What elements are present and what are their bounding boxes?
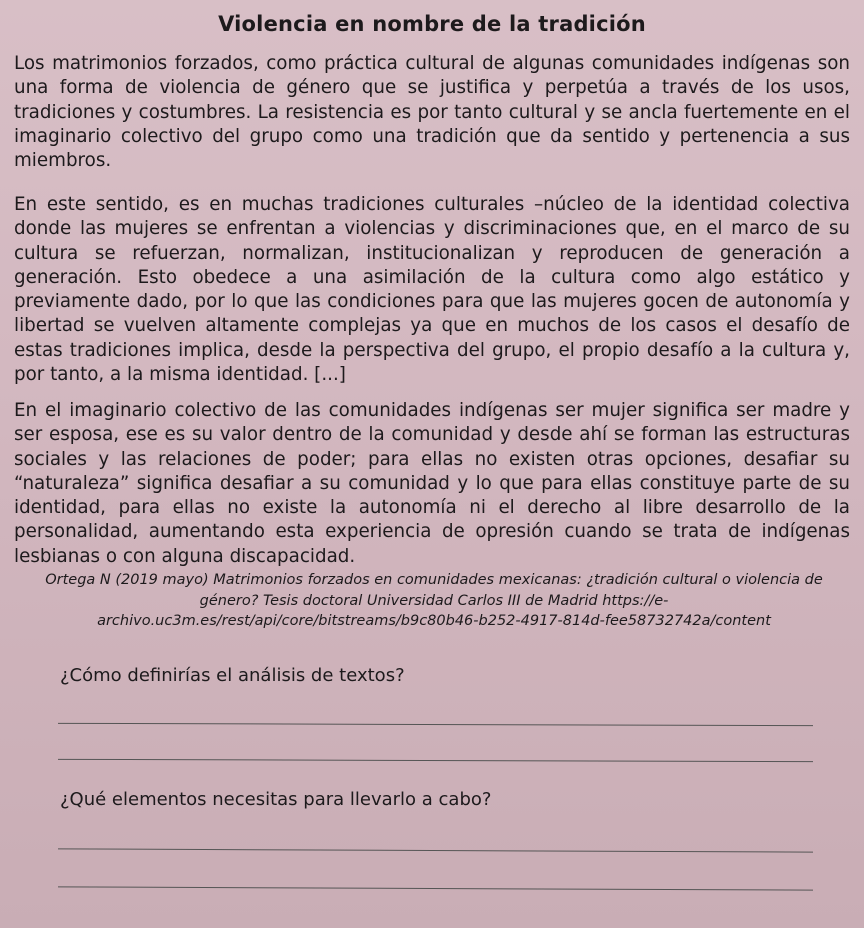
citation: Ortega N (2019 mayo) Matrimonios forzados en comunidades mexicanas: ¿tradición cultural o violencia de género? Tesis doctoral Universidad Carlos III de Madrid https://e-archivo.uc3m.es/rest/api/core/bitstreams/b9c80b46-b252-4917-814d-fee58732742a/content bbox=[45, 572, 823, 629]
answer-line-1b[interactable] bbox=[58, 759, 813, 762]
paragraph-2: En este sentido, es en muchas tradiciones culturales –núcleo de la identidad colectiva donde las mujeres se enfrentan a violencias y discriminaciones que, en el marco de su cultura se refuerzan, normalizan, institucionalizan y reproducen de generación a generación. Esto obedece a una asimilación de la cultura como algo estático y previamente dado, por lo que las condiciones para que las mujeres gocen de autonomía y libertad se vuelven altamente complejas ya que en muchos de los casos el desafío de estas tradiciones implica, desde la perspectiva del grupo, el propio desafío a la cultura y, por tanto, a la misma identidad. [...] bbox=[14, 194, 850, 386]
paragraph-1: Los matrimonios forzados, como práctica cultural de algunas comunidades indígenas son una forma de violencia de género que se justifica y perpetúa a través de los usos, tradiciones y costumbres. La resistencia es por tanto cultural y se ancla fuertemente en el imaginario colectivo del grupo como una tradición que da sentido y pertenencia a sus miembros. bbox=[14, 53, 850, 172]
question-1: ¿Cómo definirías el análisis de textos? bbox=[60, 665, 405, 686]
answer-line-1a[interactable] bbox=[58, 723, 813, 726]
answer-line-2a[interactable] bbox=[58, 848, 813, 852]
question-2: ¿Qué elementos necesitas para llevarlo a cabo? bbox=[60, 789, 492, 810]
paragraph-3: En el imaginario colectivo de las comunidades indígenas ser mujer significa ser madre y ser esposa, ese es su valor dentro de la comunidad y desde ahí se forman las estructuras sociales y las relaciones de poder; para ellas no existen otras opciones, desafiar su “naturaleza” significa desafiar a su comunidad y lo que para ellas constituye parte de su identidad, para ellas no existe la autonomía ni el derecho al libre desarrollo de la personalidad, aumentando esta experiencia de opresión cuando se trata de indígenas lesbianas o con alguna discapacidad. bbox=[14, 400, 850, 567]
answer-line-2b[interactable] bbox=[58, 886, 813, 890]
document-title: Violencia en nombre de la tradición bbox=[218, 12, 646, 36]
